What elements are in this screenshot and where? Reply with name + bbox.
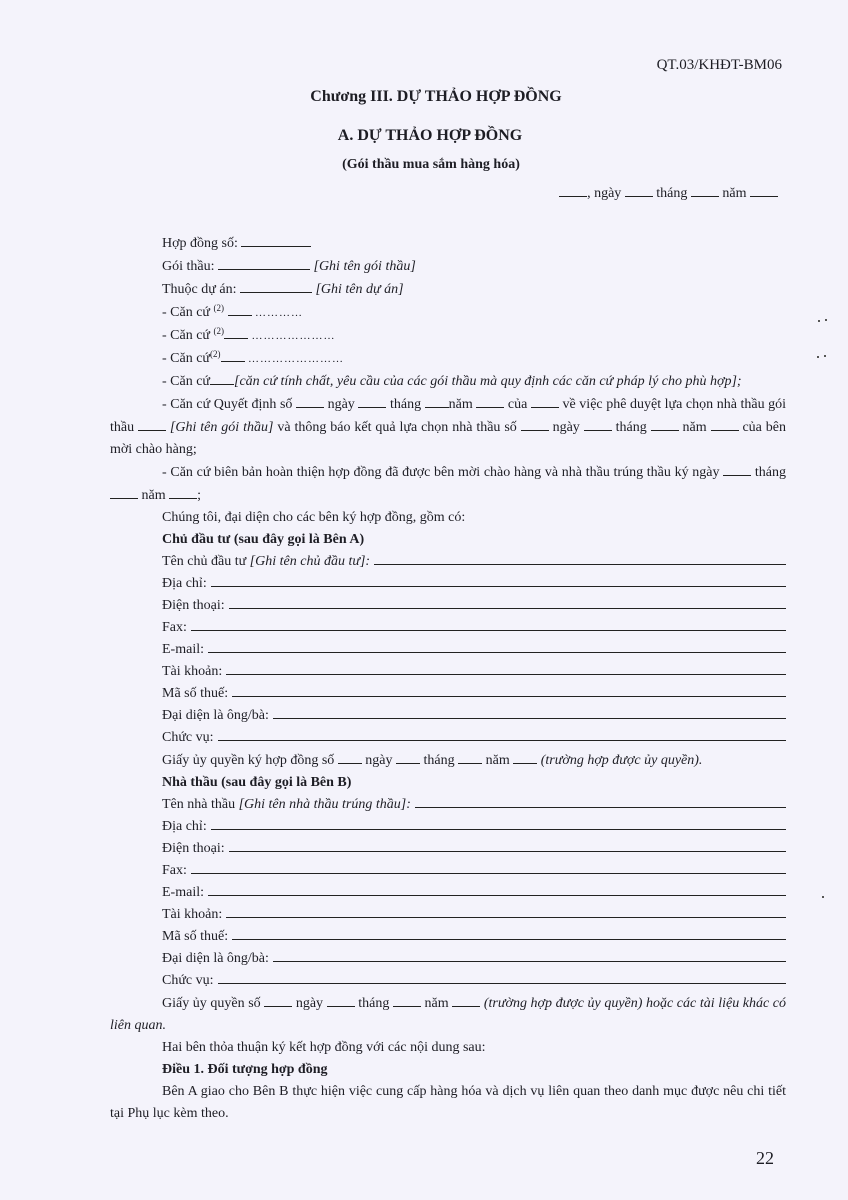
document-code: QT.03/KHĐT-BM06 [656,57,782,73]
month-label: tháng [615,420,647,435]
date-year-label: năm [722,186,747,201]
party-a-name-row [110,551,786,573]
project-label: Thuộc dự án: [162,282,237,297]
party-a-field-input[interactable] [226,661,786,675]
party-b-field-row [110,838,786,860]
party-a-field-row [110,595,786,617]
package-blank[interactable] [138,416,166,431]
party-b-authorization [110,992,786,1037]
party-a-heading: Chủ đầu tư (sau đây gọi là Bên A) [162,532,365,547]
of-label: của [507,397,528,412]
issuer-blank[interactable] [531,393,559,408]
party-b-field-row [110,948,786,970]
year-blank[interactable] [452,992,480,1007]
day-blank[interactable] [396,749,420,764]
scan-speck [822,896,824,898]
decision-number-blank[interactable] [296,393,324,408]
authorization-number-blank[interactable] [264,992,292,1007]
scan-speck [824,355,826,357]
party-b-field-row [110,882,786,904]
decision-text: và thông báo kết quả lựa chọn nhà thầu số [277,420,517,435]
year-blank[interactable] [750,182,778,197]
footnote-ref: (2) [213,326,225,336]
party-a-field-label: Đại diện là ông/bà: [162,708,269,723]
project-blank[interactable] [240,278,312,293]
basis-blank[interactable] [228,301,252,316]
year-blank[interactable] [169,484,197,499]
contract-number-blank[interactable] [241,232,311,247]
intro-text: Chúng tôi, đại diện cho các bên ký hợp đồng, gồm có: [162,510,466,525]
authorization-hint: (trường hợp được ủy quyền). [540,753,703,768]
minutes-text: - Căn cứ biên bản hoàn thiện hợp đồng đã được bên mời chào hàng và nhà thầu trúng thầu ký ngày [162,465,720,480]
basis-dots: …………………… [248,353,345,365]
article-1-text: Bên A giao cho Bên B thực hiện việc cung cấp hàng hóa và dịch vụ liên quan theo danh mục được nêu chi tiết tại Phụ lục kèm theo. [110,1084,786,1121]
party-b-name-field[interactable] [415,794,786,808]
party-a-field-row [110,639,786,661]
party-b-field-label: E-mail: [162,885,204,900]
party-b-field-label: Đại diện là ông/bà: [162,951,269,966]
party-a-field-input[interactable] [218,727,786,741]
year-label: năm [682,420,707,435]
authorization-text: Giấy ủy quyền ký hợp đồng số [162,753,335,768]
party-a-field-input[interactable] [273,705,786,719]
month-blank[interactable] [691,182,719,197]
month-blank[interactable] [393,992,421,1007]
basis-dots: ………………… [251,330,336,342]
month-label: tháng [754,465,786,480]
party-b-field-input[interactable] [226,904,786,918]
party-b-field-label: Điện thoại: [162,841,225,856]
year-label: năm [485,753,510,768]
basis-label: - Căn cứ [162,374,211,389]
basis-blank[interactable] [221,347,245,362]
party-a-field-input[interactable] [208,639,786,653]
day-label: ngày [552,420,580,435]
year-label: năm [141,488,166,503]
year-label: năm [424,996,449,1011]
basis-blank[interactable] [210,370,234,385]
month-blank[interactable] [110,484,138,499]
basis-blank[interactable] [224,324,248,339]
year-blank[interactable] [476,393,504,408]
year-label: năm [448,397,473,412]
party-a-authorization [110,749,786,772]
day-blank[interactable] [723,461,751,476]
contract-number-label: Hợp đồng số: [162,236,238,251]
party-b-field-input[interactable] [191,860,786,874]
date-day-label: , ngày [587,186,622,201]
party-b-heading: Nhà thầu (sau đây gọi là Bên B) [162,775,352,790]
party-b-field-row [110,970,786,992]
punctuation: ; [197,488,201,503]
party-b-field-label: Mã số thuế: [162,929,229,944]
basis-dots: ………… [255,307,304,319]
project-line [110,278,786,301]
party-a-field-label: Fax: [162,620,187,635]
footnote-ref: (2) [210,349,221,359]
party-b-fields [110,816,786,992]
scan-speck [817,356,819,358]
party-a-field-label: Tài khoản: [162,664,223,679]
place-blank[interactable] [559,182,587,197]
basis-label: - Căn cứ [162,305,211,320]
party-a-name-field[interactable] [374,551,786,565]
party-a-fields [110,573,786,749]
party-b-field-row [110,904,786,926]
scan-speck [818,320,820,322]
month-blank[interactable] [651,416,679,431]
day-blank[interactable] [625,182,653,197]
package-label: Gói thầu: [162,259,215,274]
party-b-field-label: Fax: [162,863,187,878]
party-a-field-row [110,617,786,639]
basis-line-4 [110,370,786,393]
party-a-field-input[interactable] [191,617,786,631]
party-b-field-label: Chức vụ: [162,973,214,988]
authorization-text: Giấy ủy quyền số [162,996,261,1011]
basis-label: - Căn cứ [162,351,211,366]
party-b-field-input[interactable] [208,882,786,896]
party-a-field-row [110,683,786,705]
decision-text: của bên mời chào hàng; [110,420,787,457]
article-1-title: Điều 1. Đối tượng hợp đồng [162,1062,328,1077]
package-blank[interactable] [218,255,310,270]
party-a-field-row [110,661,786,683]
chapter-title: Chương III. DỰ THẢO HỢP ĐỒNG [310,88,562,105]
party-a-field-input[interactable] [211,573,786,587]
decision-basis [110,393,786,461]
day-blank[interactable] [584,416,612,431]
footnote-ref: (2) [213,303,225,313]
party-b-field-label: Địa chỉ: [162,819,207,834]
party-a-field-input[interactable] [232,683,786,697]
agreement-text: Hai bên thỏa thuận ký kết hợp đồng với các nội dung sau: [162,1040,486,1055]
decision-text: về việc phê duyệt lựa chọn nhà thầu gói thầu [110,397,787,435]
party-b-field-input[interactable] [229,838,786,852]
basis-label: - Căn cứ [162,328,211,343]
authorization-hint: (trường hợp được ủy quyền) hoặc các tài liệu khác có liên quan. [110,996,787,1033]
party-a-field-label: Chức vụ: [162,730,214,745]
party-b-field-row [110,926,786,948]
section-subtitle: (Gói thầu mua sắm hàng hóa) [342,157,520,172]
day-blank[interactable] [327,992,355,1007]
day-label: ngày [327,397,355,412]
party-b-field-input[interactable] [218,970,786,984]
month-blank[interactable] [458,749,482,764]
basis-line-1 [110,301,786,324]
project-hint: [Ghi tên dự án] [315,282,404,297]
section-title: A. DỰ THẢO HỢP ĐỒNG [337,127,523,144]
party-b-name-label: Tên nhà thầu [Ghi tên nhà thầu trúng thầu]: [162,797,411,812]
party-b-field-row [110,816,786,838]
package-hint: [Ghi tên gói thầu] [169,420,274,435]
party-a-field-input[interactable] [229,595,786,609]
notice-number-blank[interactable] [521,416,549,431]
month-label: tháng [358,996,390,1011]
month-label: tháng [389,397,422,412]
basis-line-3 [110,347,786,370]
party-b-field-input[interactable] [232,926,786,940]
minutes-basis [110,461,786,507]
month-blank[interactable] [425,393,449,408]
year-blank[interactable] [711,416,739,431]
party-a-field-row [110,573,786,595]
party-a-name-label: Tên chủ đầu tư [Ghi tên chủ đầu tư]: [162,554,371,569]
package-line [110,255,786,278]
party-a-field-row [110,705,786,727]
basis-line-2 [110,324,786,347]
date-line [559,182,778,202]
contract-number-line [110,232,786,255]
party-b-field-input[interactable] [273,948,786,962]
basis-hint: [căn cứ tính chất, yêu cầu của các gói thầu mà quy định các căn cứ pháp lý cho phù hợp]; [234,374,742,389]
authorization-number-blank[interactable] [338,749,362,764]
day-label: ngày [365,753,393,768]
party-a-field-row [110,727,786,749]
party-b-field-row [110,860,786,882]
party-a-field-label: Điện thoại: [162,598,225,613]
party-a-field-label: Mã số thuế: [162,686,229,701]
page-number: 22 [756,1148,774,1168]
decision-text: - Căn cứ Quyết định số [162,397,293,412]
date-month-label: tháng [656,186,688,201]
day-blank[interactable] [358,393,386,408]
party-a-field-label: Địa chỉ: [162,576,207,591]
day-label: ngày [295,996,324,1011]
party-b-field-label: Tài khoản: [162,907,223,922]
document-body [110,232,786,1125]
scan-speck [825,319,827,321]
year-blank[interactable] [513,749,537,764]
package-hint: [Ghi tên gói thầu] [313,259,416,274]
party-b-name-row [110,794,786,816]
party-b-field-input[interactable] [211,816,786,830]
party-a-field-label: E-mail: [162,642,204,657]
month-label: tháng [423,753,455,768]
